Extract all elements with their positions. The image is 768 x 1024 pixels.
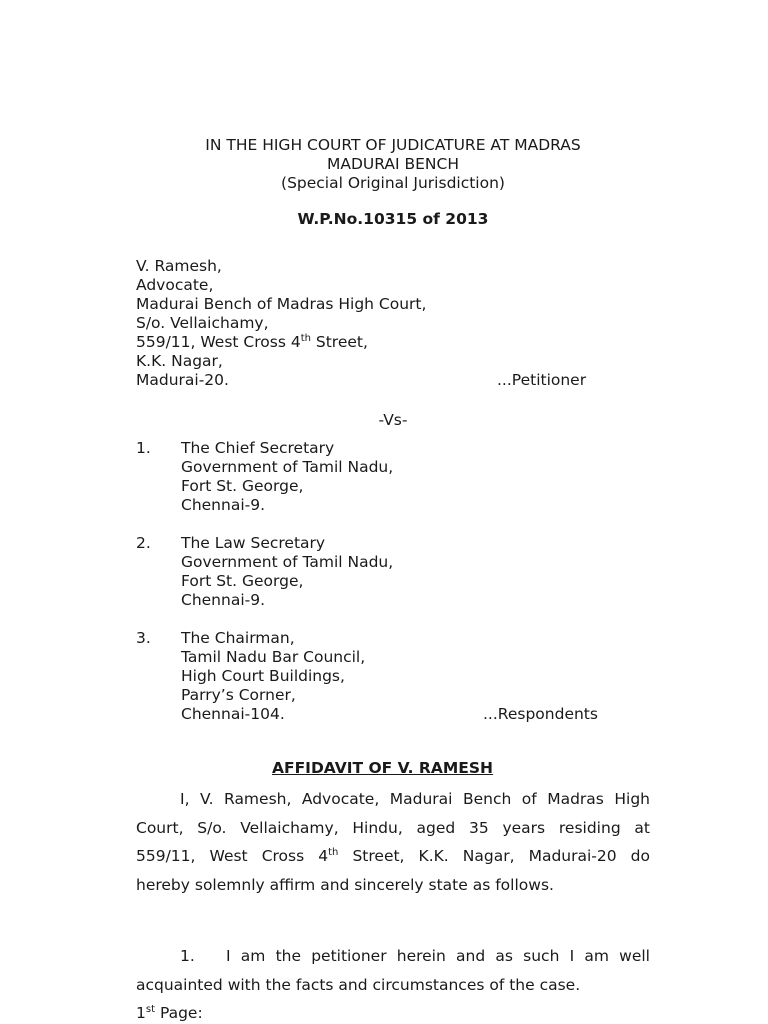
- respondent-line: Fort St. George,: [181, 572, 304, 590]
- petitioner-bench: Madurai Bench of Madras High Court,: [136, 295, 427, 313]
- respondent-line: Chennai-9.: [181, 591, 266, 609]
- versus: -Vs-: [378, 411, 408, 429]
- petitioner-area: K.K. Nagar,: [136, 352, 223, 370]
- respondent-line: Chennai-9.: [181, 496, 266, 514]
- respondent-line: Government of Tamil Nadu,: [181, 553, 394, 571]
- paragraph-line: 1. I am the petitioner herein and as such I am well: [136, 942, 650, 971]
- respondents-role: ...Respondents: [483, 705, 598, 723]
- respondent-line: The Chairman,: [181, 629, 295, 647]
- paragraph-line: hereby solemnly affirm and sincerely state as follows.: [136, 875, 554, 894]
- petitioner-role: ...Petitioner: [497, 371, 587, 389]
- respondent-line: Parry’s Corner,: [181, 686, 296, 704]
- respondent-line: Government of Tamil Nadu,: [181, 458, 394, 476]
- petitioner-parent: S/o. Vellaichamy,: [136, 314, 269, 332]
- paragraph-number: 1.: [180, 947, 195, 965]
- respondent-line: Fort St. George,: [181, 477, 304, 495]
- intro-paragraph: [136, 785, 650, 899]
- paragraph-1: [136, 942, 650, 999]
- petitioner-name: V. Ramesh,: [136, 257, 222, 275]
- affidavit-title: AFFIDAVIT OF V. RAMESH: [272, 759, 494, 777]
- petitioner-city: Madurai-20.: [136, 371, 229, 389]
- jurisdiction: (Special Original Jurisdiction): [281, 174, 505, 192]
- court-name: IN THE HIGH COURT OF JUDICATURE AT MADRAS: [205, 136, 581, 154]
- paragraph-line: I, V. Ramesh, Advocate, Madurai Bench of Madras High: [180, 790, 650, 808]
- respondent-number: 1.: [136, 439, 151, 457]
- respondent-line: Tamil Nadu Bar Council,: [181, 648, 366, 666]
- respondent-line: High Court Buildings,: [181, 667, 345, 685]
- case-number: W.P.No.10315 of 2013: [297, 210, 489, 228]
- petitioner-street: 559/11, West Cross 4th Street,: [136, 332, 368, 351]
- respondent-number: 2.: [136, 534, 151, 552]
- page-label: 1st Page:: [136, 1003, 203, 1022]
- petitioner-profession: Advocate,: [136, 276, 214, 294]
- respondent-number: 3.: [136, 629, 151, 647]
- respondent-line: The Chief Secretary: [181, 439, 335, 457]
- respondent-line: Chennai-104.: [181, 705, 285, 723]
- bench-name: MADURAI BENCH: [327, 155, 459, 173]
- respondent-line: The Law Secretary: [181, 534, 326, 552]
- paragraph-line: acquainted with the facts and circumstances of the case.: [136, 975, 581, 994]
- paragraph-line: Court, S/o. Vellaichamy, Hindu, aged 35 years residing at: [136, 818, 650, 837]
- paragraph-line: 559/11, West Cross 4th Street, K.K. Nagar, Madurai-20 do: [136, 846, 651, 865]
